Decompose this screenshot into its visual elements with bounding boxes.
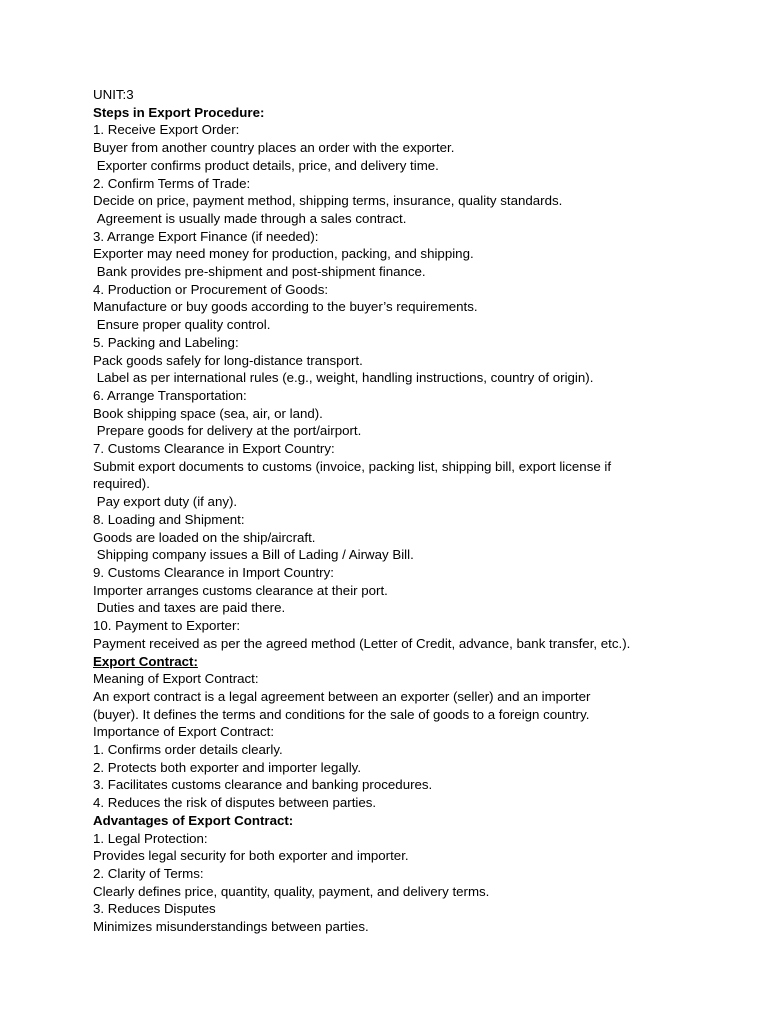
text-line: Decide on price, payment method, shipping terms, insurance, quality standards. [93, 193, 563, 209]
text-line: 9. Customs Clearance in Import Country: [93, 564, 334, 580]
text-line: 3. Facilitates customs clearance and banking procedures. [93, 777, 433, 793]
text-line: 2. Clarity of Terms: [93, 865, 204, 881]
text-line: Exporter may need money for production, packing, and shipping. [93, 246, 474, 262]
section-heading: Advantages of Export Contract: [93, 812, 294, 828]
text-line: 1. Confirms order details clearly. [93, 742, 283, 758]
text-line: Prepare goods for delivery at the port/airport. [93, 423, 362, 439]
text-line: 3. Reduces Disputes [93, 901, 216, 917]
text-line: Ensure proper quality control. [93, 317, 271, 333]
text-line: Exporter confirms product details, price, and delivery time. [93, 157, 439, 173]
text-line: Importer arranges customs clearance at their port. [93, 582, 388, 598]
text-line: 4. Production or Procurement of Goods: [93, 281, 329, 297]
text-line: Payment received as per the agreed method (Letter of Credit, advance, bank transfer, etc.). [93, 635, 631, 651]
text-line: Pack goods safely for long-distance transport. [93, 352, 363, 368]
text-line: 1. Legal Protection: [93, 830, 208, 846]
text-line: 1. Receive Export Order: [93, 122, 240, 138]
text-line: Agreement is usually made through a sales contract. [93, 210, 407, 226]
text-line: Meaning of Export Contract: [93, 671, 259, 687]
text-line: Provides legal security for both exporter and importer. [93, 848, 409, 864]
text-line: 6. Arrange Transportation: [93, 387, 247, 403]
text-line: Book shipping space (sea, air, or land). [93, 405, 323, 421]
text-line: Goods are loaded on the ship/aircraft. [93, 529, 316, 545]
text-line: Label as per international rules (e.g., weight, handling instructions, country of origin). [93, 370, 594, 386]
section-heading: Export Contract: [93, 653, 198, 669]
text-line: An export contract is a legal agreement between an exporter (seller) and an importer [93, 688, 591, 704]
text-line: Manufacture or buy goods according to the buyer’s requirements. [93, 299, 478, 315]
text-line: 5. Packing and Labeling: [93, 334, 239, 350]
section-heading: Steps in Export Procedure: [93, 104, 265, 120]
document-body [93, 86, 693, 936]
text-line: Clearly defines price, quantity, quality, payment, and delivery terms. [93, 883, 490, 899]
text-line: Importance of Export Contract: [93, 724, 275, 740]
text-line: Submit export documents to customs (invoice, packing list, shipping bill, export license if [93, 458, 612, 474]
text-line: Shipping company issues a Bill of Lading / Airway Bill. [93, 547, 414, 563]
text-line: 10. Payment to Exporter: [93, 618, 241, 634]
text-line: Buyer from another country places an order with the exporter. [93, 140, 455, 156]
text-line: 7. Customs Clearance in Export Country: [93, 441, 335, 457]
text-line: Duties and taxes are paid there. [93, 600, 286, 616]
text-line: 2. Confirm Terms of Trade: [93, 175, 251, 191]
text-line: 4. Reduces the risk of disputes between parties. [93, 795, 377, 811]
text-line: 8. Loading and Shipment: [93, 511, 245, 527]
text-line: 3. Arrange Export Finance (if needed): [93, 228, 319, 244]
text-line: Minimizes misunderstandings between parties. [93, 919, 369, 935]
text-line: Bank provides pre-shipment and post-shipment finance. [93, 264, 426, 280]
text-line: Pay export duty (if any). [93, 494, 238, 510]
unit-title: UNIT:3 [93, 87, 134, 102]
text-line: (buyer). It defines the terms and conditions for the sale of goods to a foreign country. [93, 706, 590, 722]
text-line: 2. Protects both exporter and importer legally. [93, 759, 362, 775]
text-line: required). [93, 476, 150, 492]
